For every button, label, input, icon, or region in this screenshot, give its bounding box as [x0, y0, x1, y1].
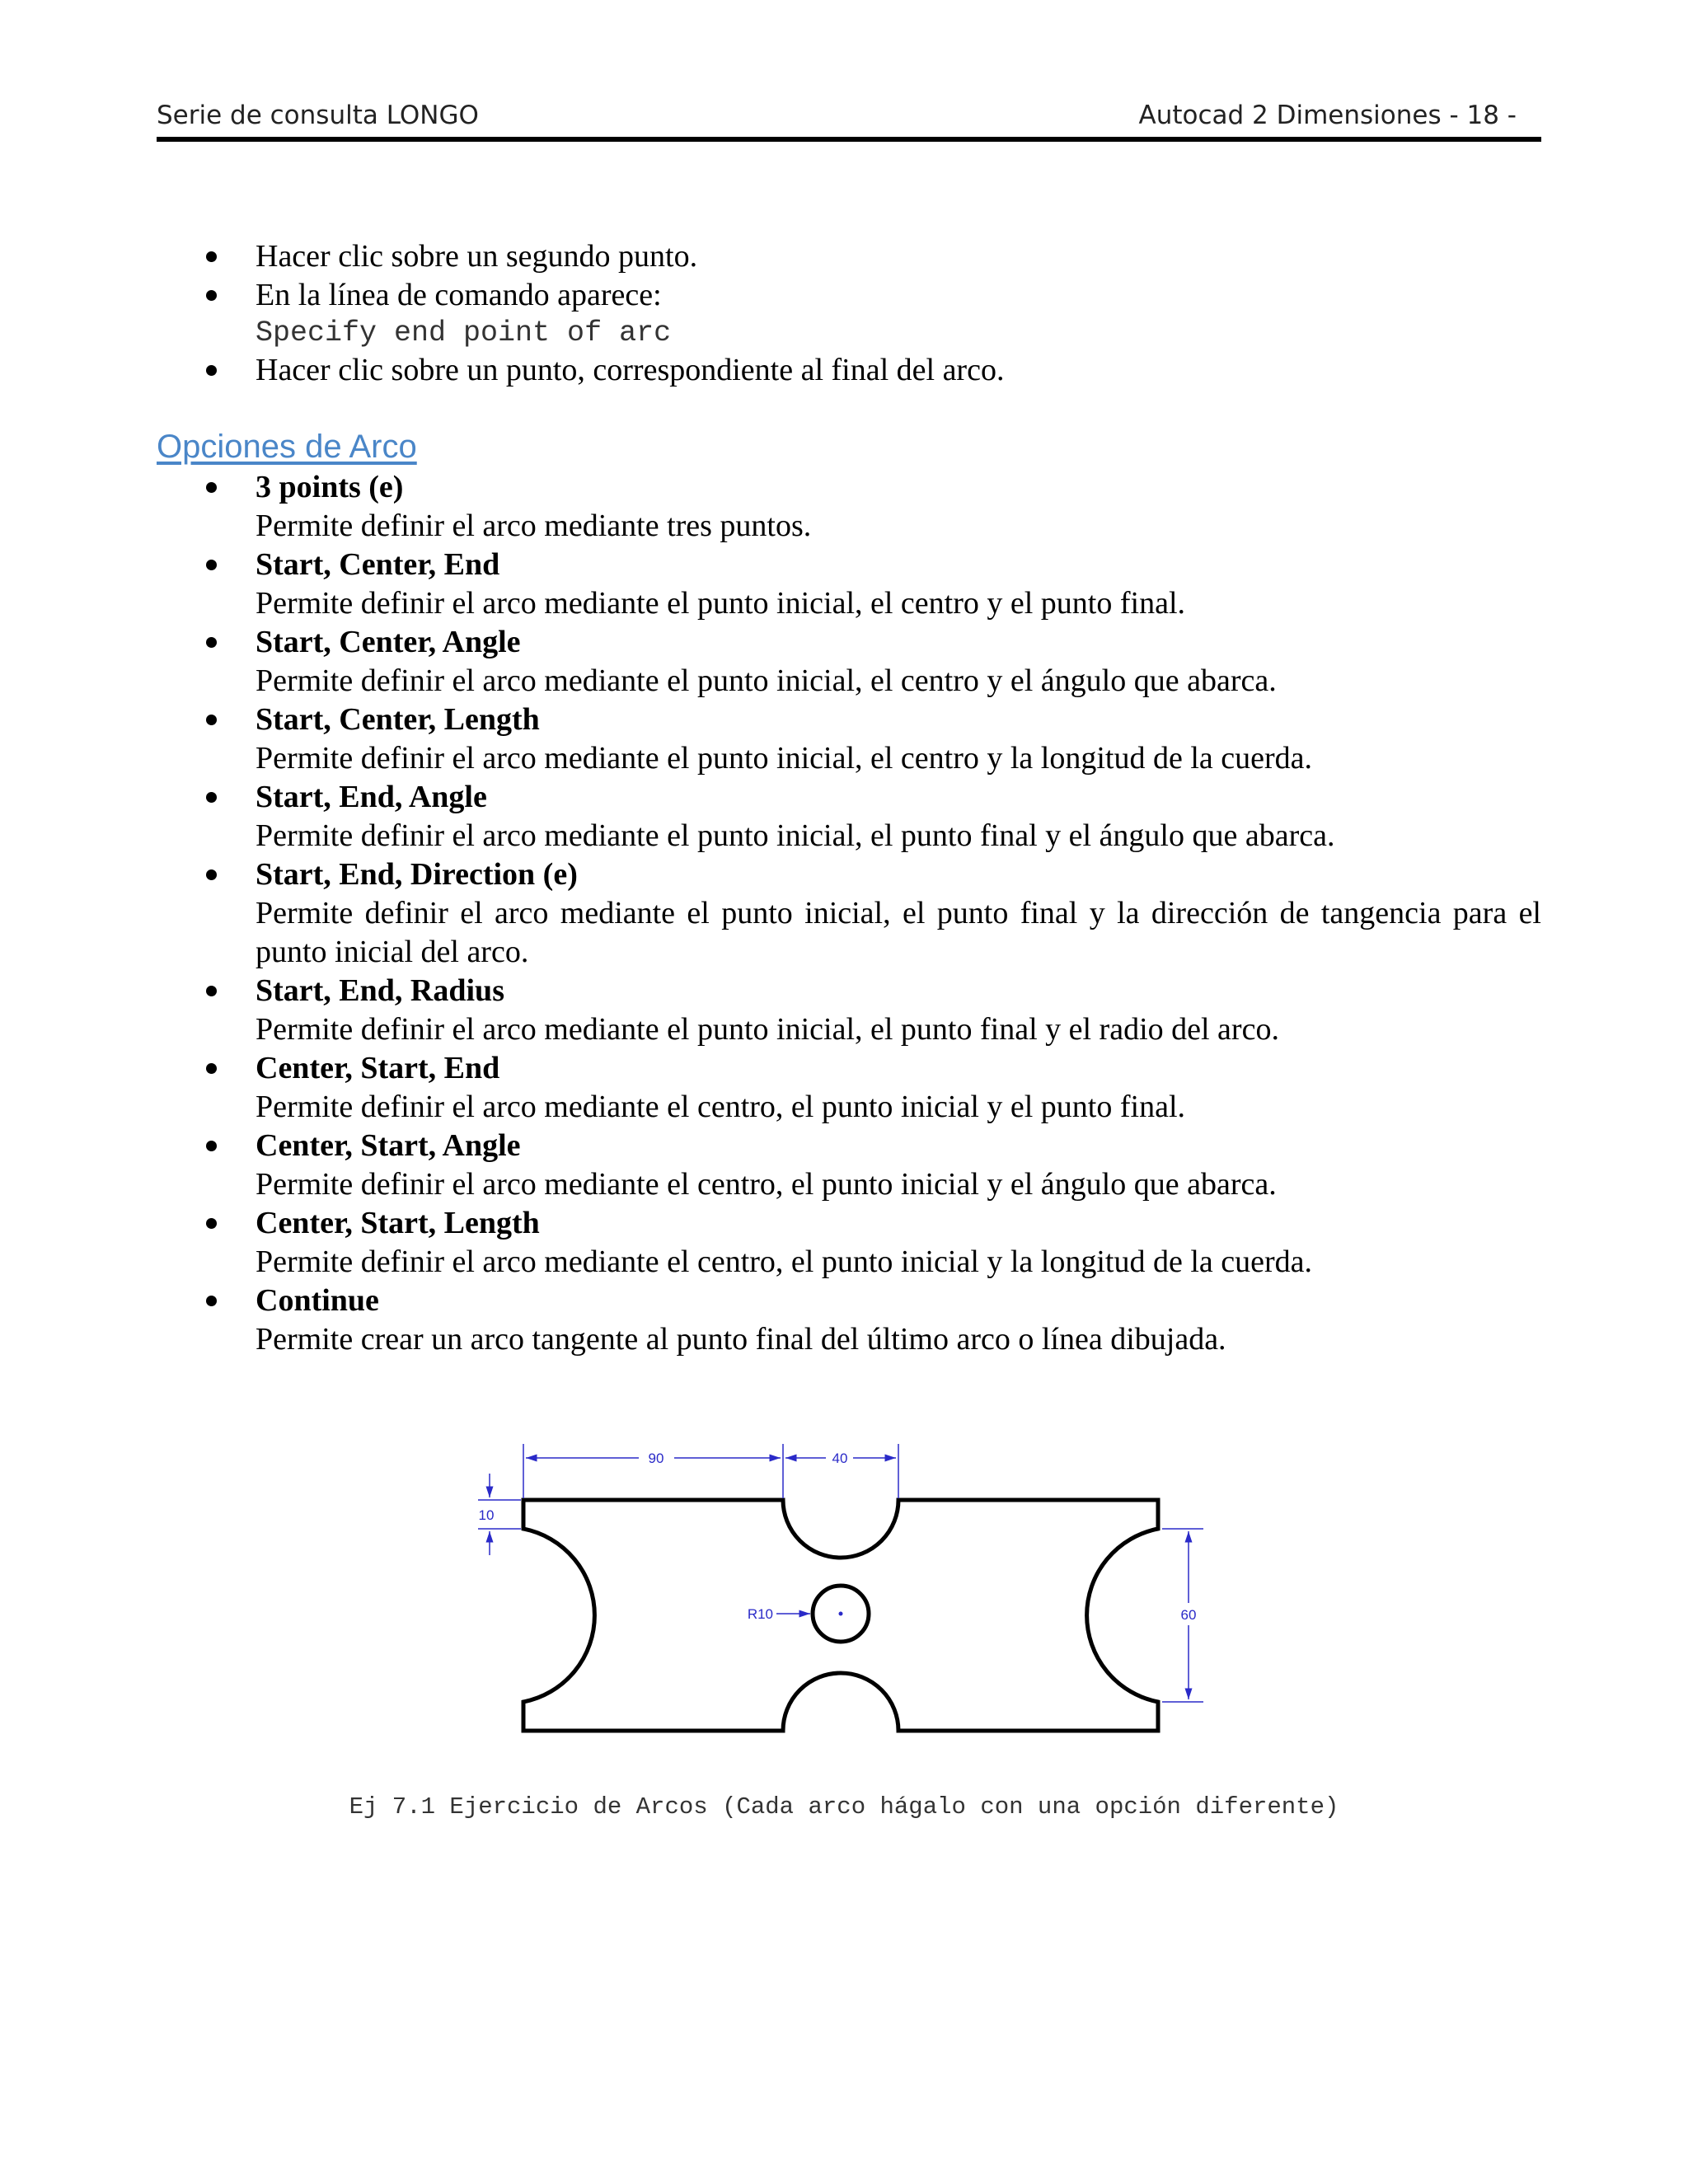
bullet-icon — [206, 251, 217, 262]
step-text: En la línea de comando aparece: — [256, 278, 662, 312]
list-item — [206, 546, 1541, 623]
list-item — [206, 701, 1541, 778]
bullet-icon — [206, 1296, 217, 1306]
list-item — [206, 468, 1541, 546]
bullet-icon — [206, 560, 217, 570]
step-text: Hacer clic sobre un punto, correspondiente al final del arco. — [256, 353, 1005, 387]
list-item — [206, 855, 1541, 972]
section-heading: Opciones de Arco — [157, 429, 417, 465]
option-title: Center, Start, End — [256, 1051, 500, 1085]
option-description: Permite definir el arco mediante el punto inicial, el punto final y la dirección de tangencia para el punto inicial del arco. — [256, 896, 1541, 969]
arc-options-list — [206, 468, 1541, 1359]
list-item — [206, 1204, 1541, 1282]
center-mark — [839, 1612, 843, 1616]
bullet-icon — [206, 715, 217, 725]
dim-label-60: 60 — [1180, 1607, 1197, 1623]
bullet-icon — [206, 365, 217, 376]
option-description: Permite definir el arco mediante el punto inicial, el punto final y el ángulo que abarca. — [256, 818, 1335, 853]
option-title: 3 points (e) — [256, 470, 404, 504]
list-item — [206, 237, 1541, 276]
bullet-icon — [206, 637, 217, 648]
bullet-icon — [206, 1218, 217, 1229]
option-title: Start, End, Direction (e) — [256, 857, 578, 892]
page-header — [157, 97, 1541, 138]
option-description: Permite definir el arco mediante el punto inicial, el centro y la longitud de la cuerda. — [256, 741, 1313, 776]
dim-label-40: 40 — [832, 1451, 848, 1466]
header-divider — [157, 137, 1541, 142]
series-name: Serie de consulta LONGO — [157, 101, 479, 130]
option-description: Permite definir el arco mediante el punto inicial, el centro y el ángulo que abarca. — [256, 663, 1277, 698]
intro-steps — [206, 237, 1541, 390]
list-item — [206, 778, 1541, 855]
option-title: Center, Start, Angle — [256, 1128, 521, 1163]
figure-caption: Ej 7.1 Ejercicio de Arcos (Cada arco hágalo con una opción diferente) — [349, 1793, 1339, 1821]
bullet-icon — [206, 482, 217, 493]
step-text: Hacer clic sobre un segundo punto. — [256, 239, 698, 274]
option-description: Permite definir el arco mediante el centro, el punto inicial y el punto final. — [256, 1090, 1185, 1124]
list-item — [206, 1282, 1541, 1359]
bullet-icon — [206, 290, 217, 301]
list-item — [206, 276, 1541, 351]
option-description: Permite definir el arco mediante el punto inicial, el centro y el punto final. — [256, 586, 1185, 621]
list-item — [206, 1049, 1541, 1127]
radius-label: R10 — [747, 1606, 773, 1622]
arc-exercise-drawing — [462, 1434, 1220, 1747]
command-line-text: Specify end point of arc — [256, 316, 672, 349]
option-title: Start, Center, Length — [256, 702, 540, 737]
list-item — [206, 351, 1541, 390]
book-page-number: Autocad 2 Dimensiones - 18 - — [1138, 101, 1517, 130]
bullet-icon — [206, 869, 217, 880]
option-title: Start, End, Angle — [256, 780, 487, 814]
bullet-icon — [206, 986, 217, 996]
bullet-icon — [206, 1063, 217, 1074]
option-title: Start, End, Radius — [256, 973, 504, 1008]
option-description: Permite definir el arco mediante el centro, el punto inicial y el ángulo que abarca. — [256, 1167, 1277, 1202]
dim-label-90: 90 — [648, 1451, 664, 1466]
option-title: Start, Center, End — [256, 547, 500, 582]
option-title: Center, Start, Length — [256, 1206, 540, 1240]
list-item — [206, 623, 1541, 701]
option-description: Permite definir el arco mediante tres puntos. — [256, 509, 812, 543]
option-title: Start, Center, Angle — [256, 625, 521, 659]
option-title: Continue — [256, 1283, 379, 1318]
bullet-icon — [206, 792, 217, 803]
list-item — [206, 972, 1541, 1049]
bullet-icon — [206, 1141, 217, 1151]
dim-label-10: 10 — [478, 1507, 495, 1523]
option-description: Permite definir el arco mediante el centro, el punto inicial y la longitud de la cuerda. — [256, 1244, 1313, 1279]
option-description: Permite definir el arco mediante el punto inicial, el punto final y el radio del arco. — [256, 1012, 1279, 1047]
option-description: Permite crear un arco tangente al punto final del último arco o línea dibujada. — [256, 1322, 1226, 1357]
list-item — [206, 1127, 1541, 1204]
